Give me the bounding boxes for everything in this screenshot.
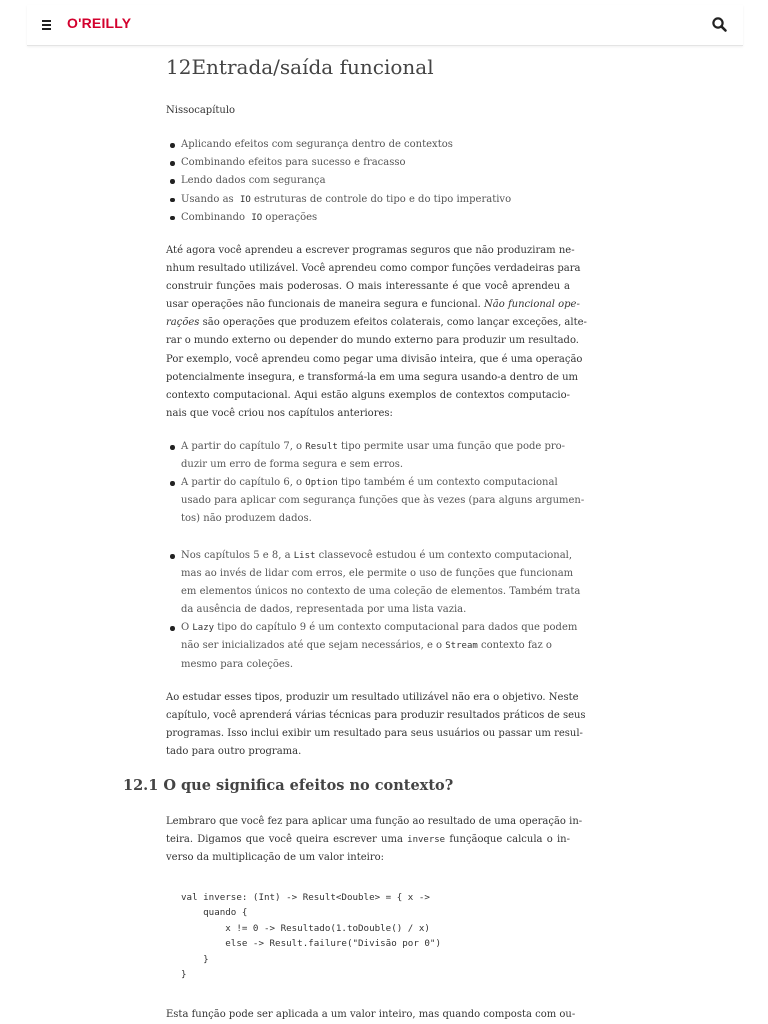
top-navigation-bar bbox=[27, 5, 743, 46]
topic-item: Combinando IO operações bbox=[181, 209, 511, 227]
search-icon[interactable] bbox=[711, 16, 729, 34]
chapter-topics-list bbox=[181, 136, 511, 227]
io-code: IO bbox=[240, 194, 251, 205]
hamburger-menu-icon[interactable] bbox=[39, 17, 55, 33]
list-item: O Lazy tipo do capítulo 9 é um contexto computacional para dados que podem não ser inicializados até que sejam necessários, e o Stream contexto faz o mesmo para coleções. bbox=[181, 619, 571, 673]
list-item: A partir do capítulo 6, o Option tipo também é um contexto computacional usado para aplicar com segurança funções que às vezes (para alguns argumen- tos) não produzem dados. bbox=[181, 474, 571, 528]
topic-item: Combinando efeitos para sucesso e fracasso bbox=[181, 154, 511, 172]
list-item: Nos capítulos 5 e 8, a List classevocê estudou é um contexto computacional, mas ao invés de lidar com erros, ele permite o uso de funções que funcionam em elementos únicos no contexto de uma coleção de elementos. Também trata da ausência de dados, representada por uma lista vazia. bbox=[181, 547, 571, 619]
context-examples-list-a bbox=[181, 438, 585, 528]
list-item: A partir do capítulo 7, o Result tipo permite usar uma função que pode pro- duzir um erro de forma segura e sem erros. bbox=[181, 438, 571, 474]
oreilly-logo[interactable]: O'REILLY bbox=[67, 15, 132, 31]
code-block: val inverse: (Int) -> Result<Double> = { x -> quando { x != 0 -> Resultado(1.toDouble() / x) else -> Result.failure("Divisão por 0") } } bbox=[181, 892, 441, 981]
section-heading: 12.1 O que significa efeitos no contexto? bbox=[123, 777, 454, 794]
tail-paragraph: Esta função pode ser aplicada a um valor inteiro, mas quando composta com ou- bbox=[166, 1009, 576, 1020]
topic-item: Lendo dados com segurança bbox=[181, 172, 511, 190]
topic-item: Usando as IO estruturas de controle do tipo e do tipo imperativo bbox=[181, 191, 511, 209]
io-code: IO bbox=[251, 212, 263, 223]
section-paragraph: Lembraro que você fez para aplicar uma função ao resultado de uma operação in- teira. Digamos que você queira escrever uma inverse funçãoque calcula o in- verso da multiplicação de um valor inteiro: bbox=[166, 816, 583, 864]
intro-paragraph: Até agora você aprendeu a escrever programas seguros que não produziram ne- nhum resultado utilizável. Você aprendeu como compor funções verdadeiras para construir funções mais poderosas. O mais interessante é que você aprendeu a usar operações não funcionais de maneira segura e funcional. Não funcional ope- rações são operações que produzem efeitos colaterais, como lançar exceções, alte- rar o mundo externo ou depender do mundo externo para produzir um resultado. Por exemplo, você aprendeu como pegar uma divisão inteira, que é uma operação potencialmente insegura, e transformá-la em uma segura usando-a dentro de um contexto computacional. Aqui estão alguns exemplos de contextos computacio- nais que você criou nos capítulos anteriores: bbox=[166, 245, 587, 419]
in-this-chapter-label: Nissocapítulo bbox=[166, 105, 236, 116]
chapter-title: 12Entrada/saída funcional bbox=[166, 55, 434, 79]
context-examples-list-b bbox=[181, 547, 581, 674]
outro-paragraph: Ao estudar esses tipos, produzir um resultado utilizável não era o objetivo. Neste capítulo, você aprenderá várias técnicas para produzir resultados práticos de seus programas. Isso inclui exibir um resultado para seus usuários ou passar um resul- tado para outro programa. bbox=[166, 692, 586, 758]
topic-item: Aplicando efeitos com segurança dentro de contextos bbox=[181, 136, 511, 154]
